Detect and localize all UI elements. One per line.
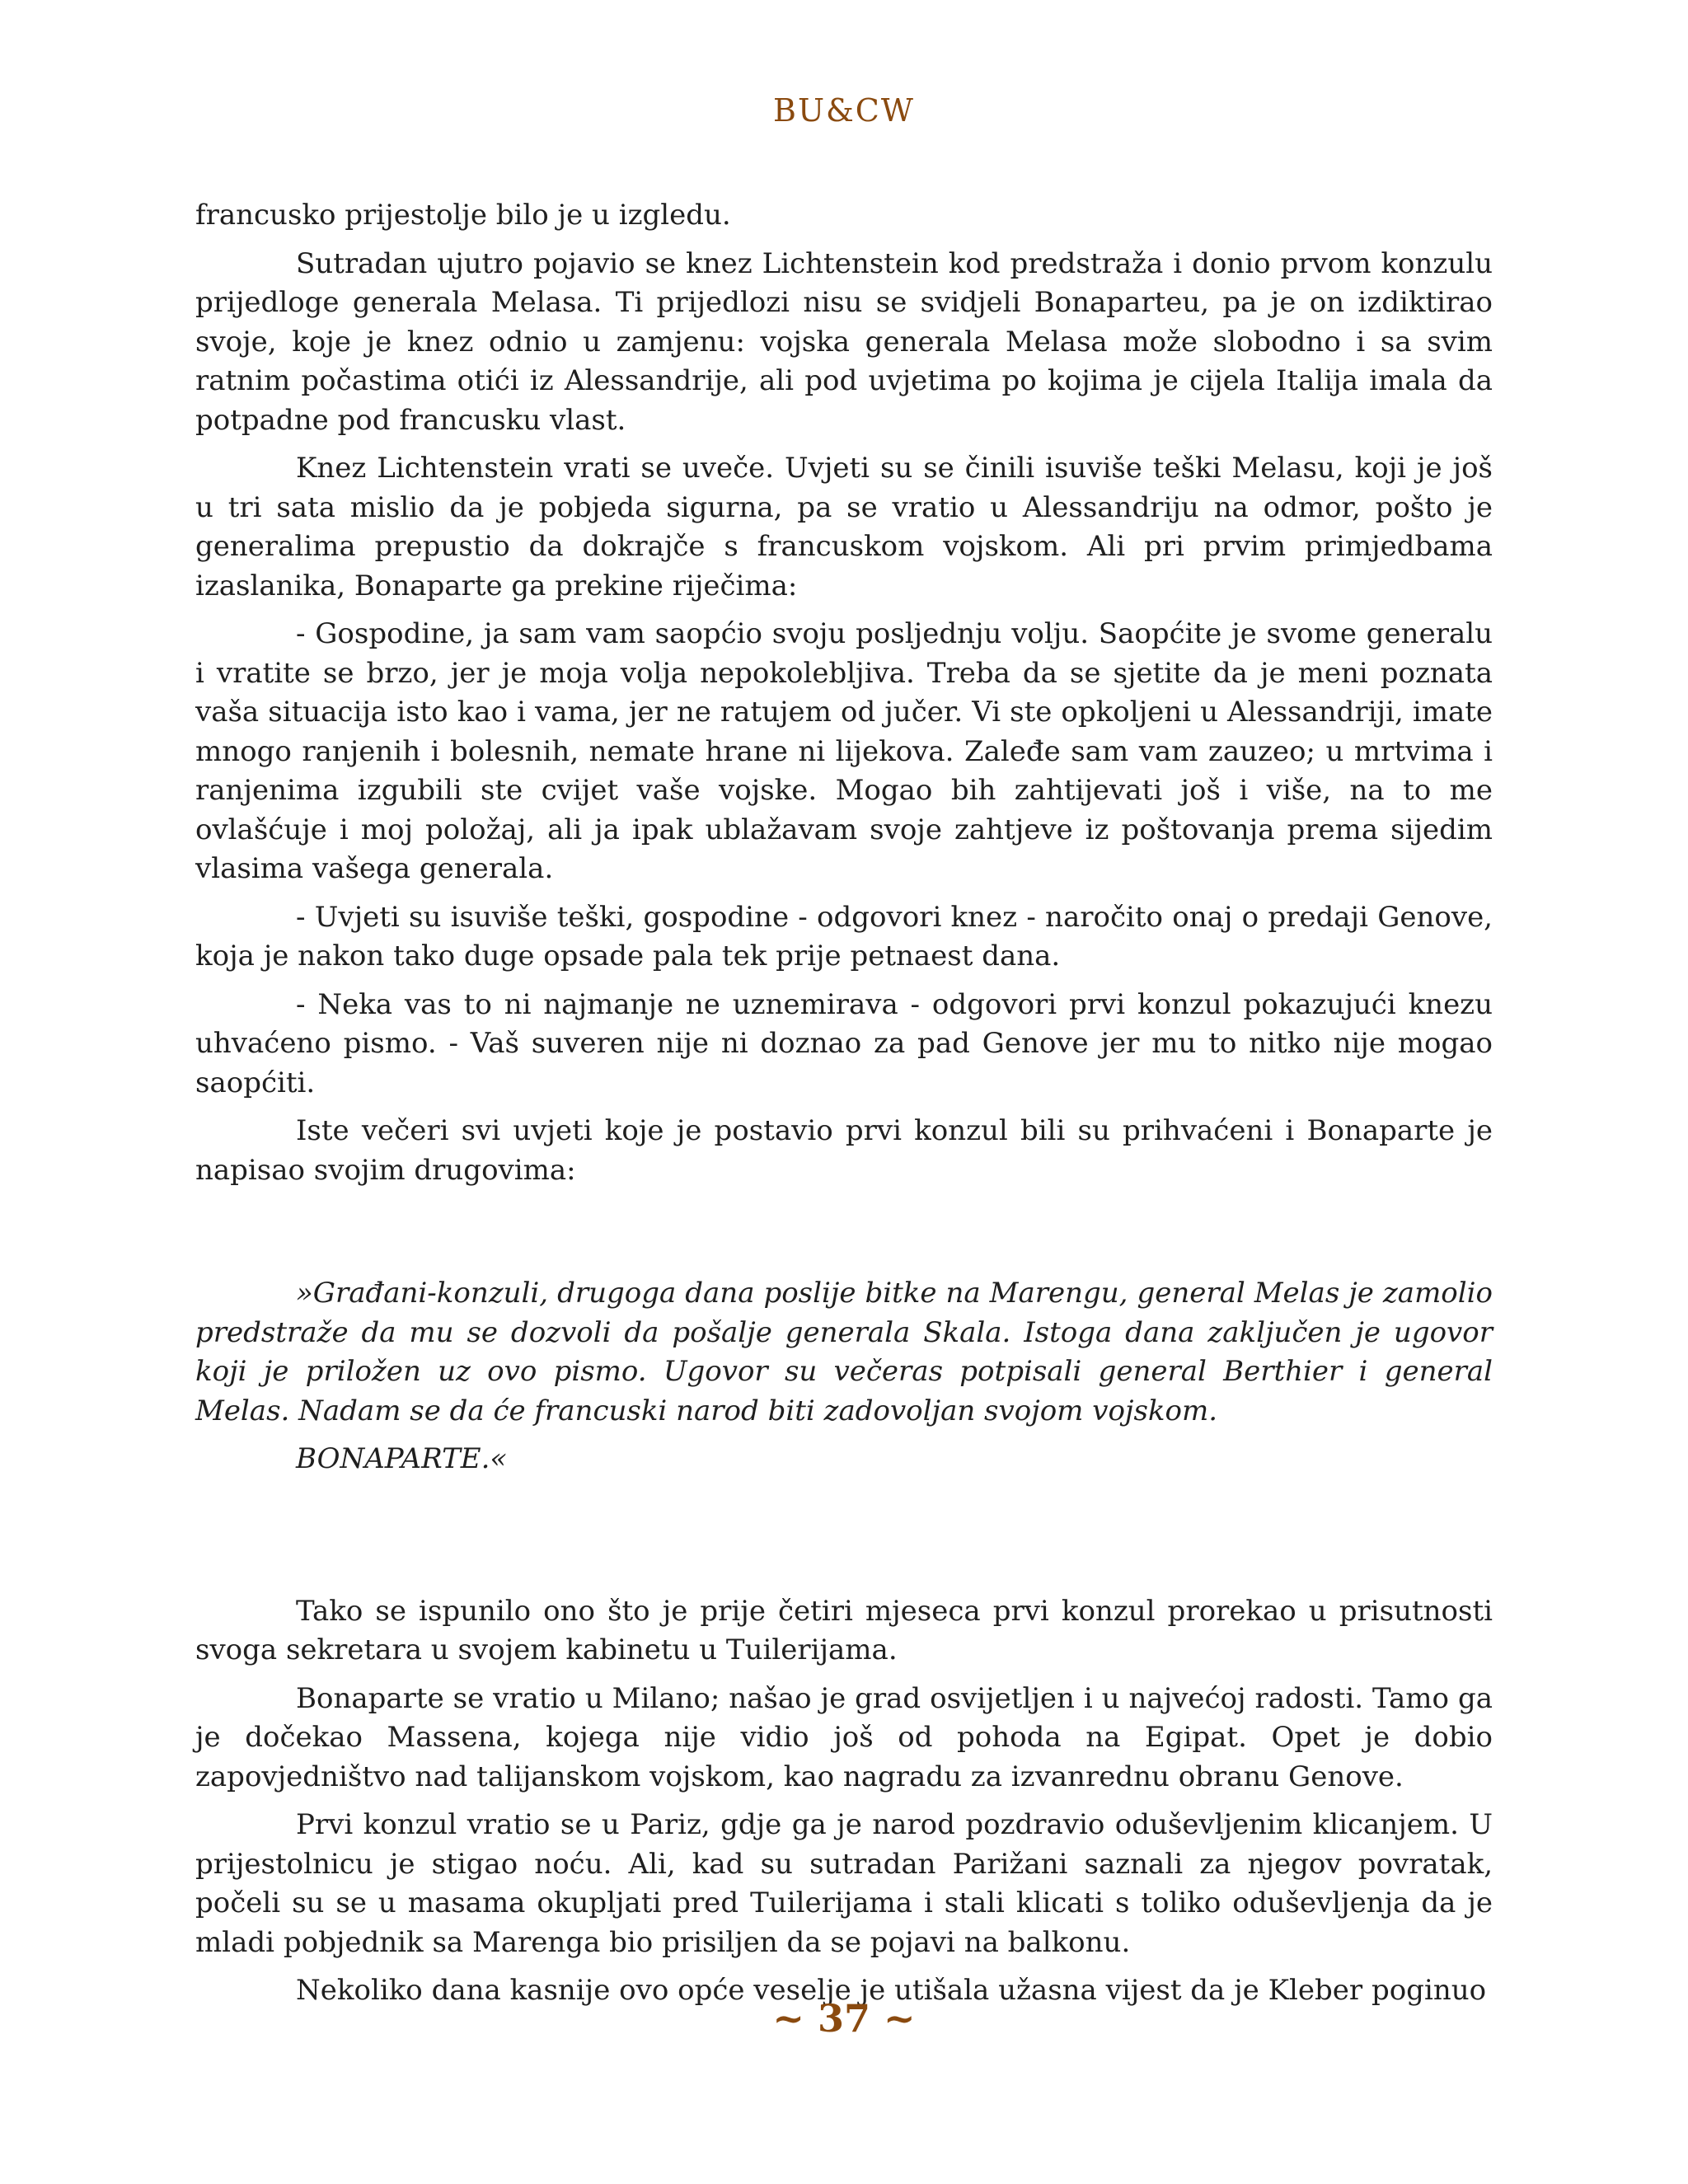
paragraph: Knez Lichtenstein vrati se uveče. Uvjeti su se činili isuviše teški Melasu, koji je još u tri sata mislio da je pobjeda sigurna, pa se vratio u Alessandriju na odmor, pošto je generalima prepustio da dokrajče s francuskom vojskom. Ali pri prvim primjedbama izaslanika, Bonaparte ga prekine riječima: [195, 452, 1493, 602]
paragraph: francusko prijestolje bilo je u izgledu. [195, 199, 731, 232]
paragraph: - Gospodine, ja sam vam saopćio svoju posljednju volju. Saopćite je svome generalu i vratite se brzo, jer je moja volja nepokolebljiva. Treba da se sjetite da je meni poznata vaša situacija isto kao i vama, jer ne ratujem od jučer. Vi ste opkoljeni u Alessandriji, imate mnogo ranjenih i bolesnih, nemate hrane ni lijekova. Zaleđe sam vam zauzeo; u mrtvima i ranjenima izgubili ste cvijet vaše vojske. Mogao bih zahtijevati još i više, na to me ovlašćuje i moj položaj, ali ja ipak ublažavam svoje zahtjeve iz poštovanja prema sijedim vlasima vašega generala. [195, 617, 1493, 885]
running-header: BU&CW [773, 92, 915, 129]
paragraph: Iste večeri svi uvjeti koje je postavio prvi konzul bili su prihvaćeni i Bonaparte je napisao svojim drugovima: [195, 1114, 1493, 1187]
spacer [195, 1199, 1493, 1274]
letter-quote: »Građani-konzuli, drugoga dana poslije bitke na Marengu, general Melas je zamolio predstraže da mu se dozvoli da pošalje generala Skala. Istoga dana zaključen je ugovor koji je priložen uz ovo pismo. Ugovor su večeras potpisali general Berthier i general Melas. Nadam se da će francuski narod biti zadovoljan svojom vojskom. [195, 1277, 1493, 1427]
letter-signature: BONAPARTE.« [296, 1442, 508, 1475]
paragraph: Nekoliko dana kasnije ovo opće veselje je utišala užasna vijest da je Kleber poginuo [296, 1974, 1487, 2007]
spacer [195, 1488, 1493, 1592]
paragraph: - Uvjeti su isuviše teški, gospodine - odgovori knez - naročito onaj o predaji Genove, koja je nakon tako duge opsade pala tek prije petnaest dana. [195, 900, 1493, 972]
paragraph: Sutradan ujutro pojavio se knez Lichtenstein kod predstraža i donio prvom konzulu prijedloge generala Melasa. Ti prijedlozi nisu se svidjeli Bonaparteu, pa je on izdiktirao svoje, koje je knez odnio u zamjenu: vojska generala Melasa može slobodno i sa svim ratnim počastima otići iz Alessandrije, ali pod uvjetima po kojima je cijela Italija imala da potpadne pod francusku vlast. [195, 246, 1493, 437]
paragraph: Tako se ispunilo ono što je prije četiri mjeseca prvi konzul prorekao u prisutnosti svoga sekretara u svojem kabinetu u Tuilerijama. [195, 1594, 1493, 1666]
paragraph: Prvi konzul vratio se u Pariz, gdje ga je narod pozdravio oduševljenim klicanjem. U prijestolnicu je stigao noću. Ali, kad su sutradan Parižani saznali za njegov povratak, počeli su se u masama okupljati pred Tuilerijama i stali klicati s toliko oduševljenja da je mladi pobjednik sa Marenga bio prisiljen da se pojavi na balkonu. [195, 1808, 1493, 1959]
paragraph: - Neka vas to ni najmanje ne uznemirava - odgovori prvi konzul pokazujući knezu uhvaćeno pismo. - Vaš suveren nije ni doznao za pad Genove jer mu to nitko nije mogao saopćiti. [195, 987, 1493, 1099]
paragraph: Bonaparte se vratio u Milano; našao je grad osvijetljen i u najvećoj radosti. Tamo ga je dočekao Massena, kojega nije vidio još od pohoda na Egipat. Opet je dobio zapovjedništvo nad talijanskom vojskom, kao nagradu za izvanrednu obranu Genove. [195, 1681, 1493, 1793]
page-number: ~ 37 ~ [772, 1996, 916, 2041]
body-text [195, 196, 1493, 2020]
